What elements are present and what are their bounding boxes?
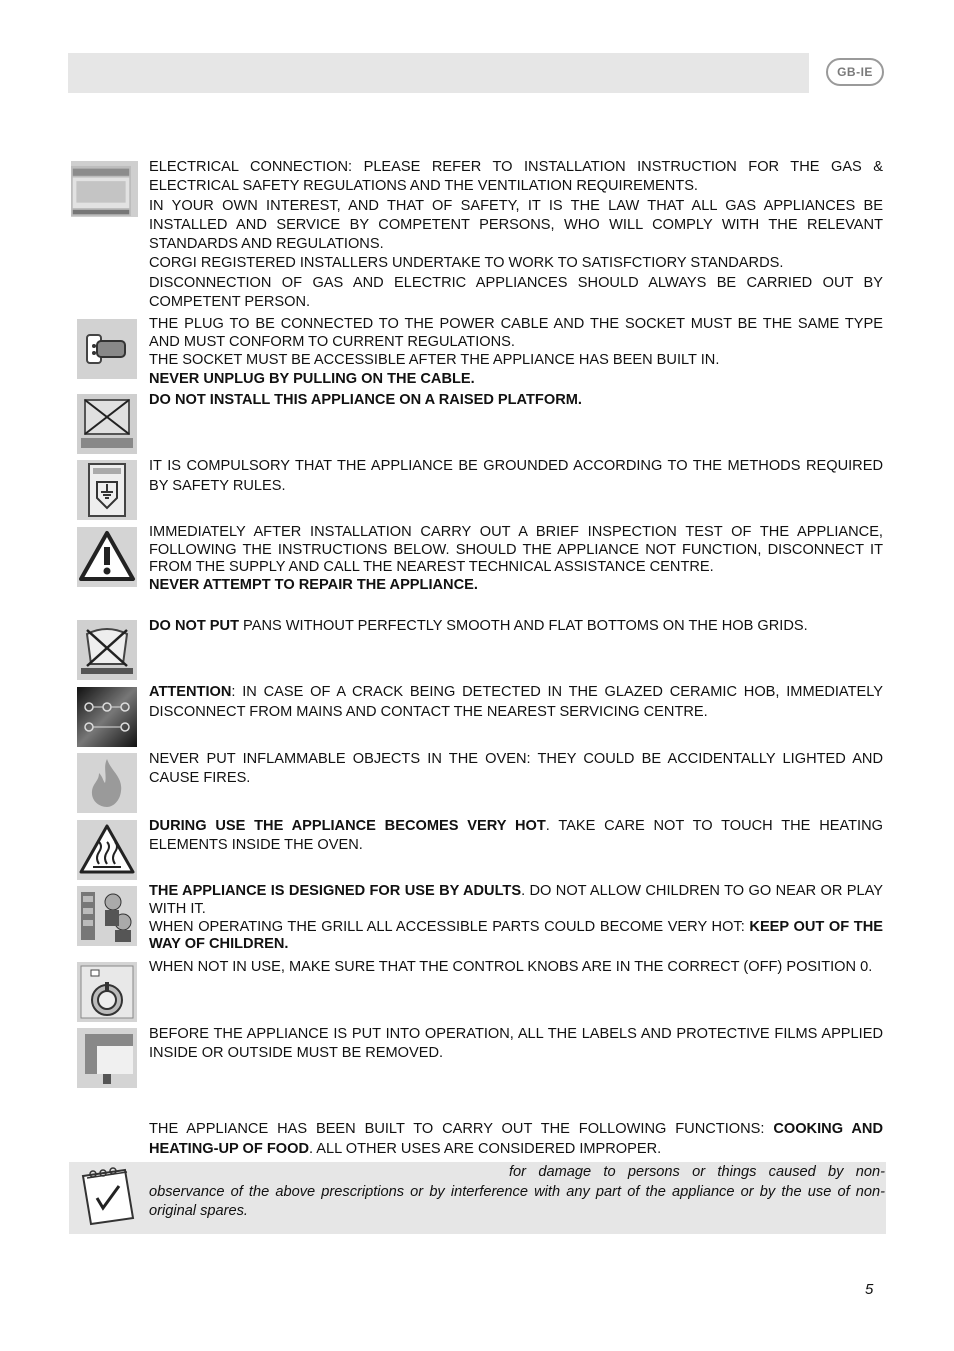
hot-bold: DURING USE THE APPLIANCE BECOMES VERY HOT bbox=[149, 818, 546, 834]
disclaimer-text bbox=[149, 1163, 885, 1222]
disclaimer-paragraph: for damage to persons or things caused by non-observance of the above prescriptions or by interference with any part of the appliance or by the use of non-original spares. bbox=[149, 1164, 885, 1219]
ceramic-bold: ATTENTION bbox=[149, 684, 232, 700]
pans-bold: DO NOT PUT bbox=[149, 618, 239, 634]
hot-text bbox=[149, 817, 883, 856]
electrical-p2: IN YOUR OWN INTEREST, AND THAT OF SAFETY, IT IS THE LAW THAT ALL GAS APPLIANCES BE INSTALLED AND SERVICE BY COMPETENT PERSONS, WHO WILL COMPLY WITH THE RELEVANT STANDARDS AND REGULATIONS. bbox=[149, 197, 883, 253]
functions-text bbox=[149, 1120, 883, 1159]
header-bar bbox=[68, 53, 809, 93]
inspection-p1: IMMEDIATELY AFTER INSTALLATION CARRY OUT A BRIEF INSPECTION TEST OF THE APPLIANCE, FOLLOWING THE INSTRUCTIONS BELOW. SHOULD THE APPLIANCE NOT FUNCTION, DISCONNECT IT FROM THE SUPPLY AND CALL THE NEAREST TECHNICAL ASSISTANCE CENTRE. bbox=[149, 524, 883, 576]
ceramic-text bbox=[149, 683, 883, 722]
language-badge: GB-IE bbox=[826, 58, 884, 86]
platform-text bbox=[149, 391, 883, 409]
plug-icon bbox=[77, 319, 137, 379]
platform-warning-bold: DO NOT INSTALL THIS APPLIANCE ON A RAISED PLATFORM. bbox=[149, 392, 582, 408]
warning-icon bbox=[77, 527, 137, 587]
flame-icon bbox=[77, 753, 137, 813]
ground-icon bbox=[77, 460, 137, 520]
labels-p1: BEFORE THE APPLIANCE IS PUT INTO OPERATION, ALL THE LABELS AND PROTECTIVE FILMS APPLIED INSIDE OR OUTSIDE MUST BE REMOVED. bbox=[149, 1026, 883, 1062]
page-number: 5 bbox=[865, 1281, 874, 1298]
inspection-warning-bold: NEVER ATTEMPT TO REPAIR THE APPLIANCE. bbox=[149, 576, 478, 593]
ground-text bbox=[149, 457, 883, 496]
pans-rest: PANS WITHOUT PERFECTLY SMOOTH AND FLAT BOTTOMS ON THE HOB GRIDS. bbox=[239, 618, 808, 634]
flammable-p1: NEVER PUT INFLAMMABLE OBJECTS IN THE OVEN: THEY COULD BE ACCIDENTALLY LIGHTED AND CAUSE FIRES. bbox=[149, 751, 883, 787]
ceramic-hob-icon bbox=[77, 687, 137, 747]
electrical-p3: CORGI REGISTERED INSTALLERS UNDERTAKE TO WORK TO SATISFCTIORY STANDARDS. bbox=[149, 255, 784, 272]
labels-text bbox=[149, 1025, 883, 1064]
electrical-p4: DISCONNECTION OF GAS AND ELECTRIC APPLIANCES SHOULD ALWAYS BE CARRIED OUT BY COMPETENT PERSON. bbox=[149, 274, 883, 311]
electrical-p1: ELECTRICAL CONNECTION: PLEASE REFER TO INSTALLATION INSTRUCTION FOR THE GAS & ELECTRICAL SAFETY REGULATIONS AND THE VENTILATION REQUIREMENTS. bbox=[149, 159, 883, 195]
protective-film-icon bbox=[77, 1028, 137, 1088]
knobs-p1: WHEN NOT IN USE, MAKE SURE THAT THE CONTROL KNOBS ARE IN THE CORRECT (OFF) POSITION 0. bbox=[149, 959, 873, 975]
flammable-text bbox=[149, 750, 883, 789]
inspection-text bbox=[149, 524, 883, 594]
children-text bbox=[149, 883, 883, 954]
children-rest: . DO NOT ALLOW CHILDREN TO GO NEAR OR PLAY WITH IT. bbox=[149, 883, 884, 917]
children-p2: WHEN OPERATING THE GRILL ALL ACCESSIBLE PARTS COULD BECOME VERY HOT: bbox=[149, 918, 750, 935]
pan-crossed-icon bbox=[77, 620, 137, 680]
plug-text bbox=[149, 315, 883, 388]
raised-platform-icon bbox=[77, 394, 137, 454]
pans-text bbox=[149, 617, 883, 635]
ground-p1: IT IS COMPULSORY THAT THE APPLIANCE BE GROUNDED ACCORDING TO THE METHODS REQUIRED BY SAFETY RULES. bbox=[149, 458, 883, 494]
disclaimer-box bbox=[69, 1162, 886, 1234]
control-knob-icon bbox=[77, 962, 137, 1022]
functions-p1: THE APPLIANCE HAS BEEN BUILT TO CARRY OUT THE FOLLOWING FUNCTIONS: bbox=[149, 1121, 774, 1137]
plug-warning-bold: NEVER UNPLUG BY PULLING ON THE CABLE. bbox=[149, 370, 475, 387]
cooker-icon bbox=[71, 161, 138, 217]
children-icon bbox=[77, 886, 137, 946]
children-bold: THE APPLIANCE IS DESIGNED FOR USE BY ADULTS bbox=[149, 883, 522, 899]
notepad-icon bbox=[69, 1162, 145, 1234]
hot-surface-icon bbox=[77, 820, 137, 880]
knobs-text bbox=[149, 958, 883, 978]
plug-p1: THE PLUG TO BE CONNECTED TO THE POWER CABLE AND THE SOCKET MUST BE THE SAME TYPE AND MUST CONFORM TO CURRENT REGULATIONS. bbox=[149, 316, 883, 351]
hot-rest: . TAKE CARE NOT TO TOUCH THE HEATING ELEMENTS INSIDE THE OVEN. bbox=[149, 818, 883, 854]
children-p2-bold: KEEP OUT OF THE WAY OF CHILDREN. bbox=[149, 918, 883, 953]
ceramic-rest: : IN CASE OF A CRACK BEING DETECTED IN THE GLAZED CERAMIC HOB, IMMEDIATELY DISCONNECT FROM MAINS AND CONTACT THE NEAREST SERVICING CENTRE. bbox=[149, 684, 883, 720]
electrical-connection-text bbox=[149, 158, 883, 312]
functions-rest: . ALL OTHER USES ARE CONSIDERED IMPROPER. bbox=[309, 1140, 662, 1157]
plug-p2: THE SOCKET MUST BE ACCESSIBLE AFTER THE APPLIANCE HAS BEEN BUILT IN. bbox=[149, 352, 720, 369]
functions-bold: COOKING AND HEATING-UP OF FOOD bbox=[149, 1121, 884, 1157]
